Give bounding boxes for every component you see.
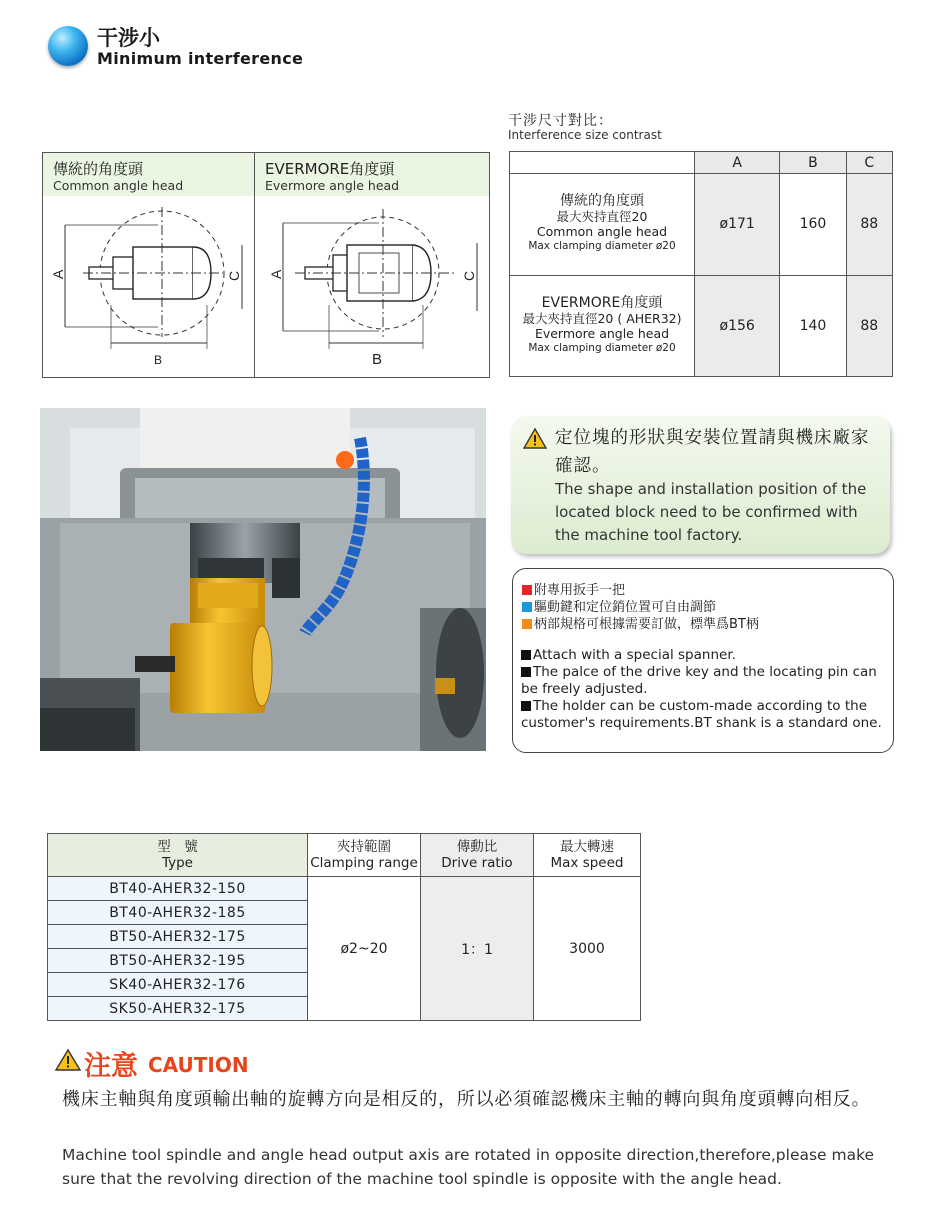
caution-body-en: Machine tool spindle and angle head output axis are rotated in opposite direction,therefore,please make sure that the revolving direction of the machine tool spindle is opposite with the angle head. — [62, 1146, 875, 1188]
warning-icon — [55, 1048, 81, 1071]
col-header-speed: 最大轉速 Max speed — [534, 834, 641, 877]
value-b: 140 — [780, 275, 846, 377]
value-a: ø156 — [695, 275, 780, 377]
common-head-drawing — [43, 197, 254, 377]
type-cell: BT50-AHER32-195 — [48, 949, 308, 973]
feature-item-zh: 柄部規格可根據需要訂做，標準爲BT柄 — [522, 613, 759, 632]
col-header-type: 型 號 Type — [48, 834, 308, 877]
col-header-b: B — [780, 152, 846, 174]
dim-label-a: A — [268, 269, 284, 279]
interference-table — [509, 151, 893, 377]
max-speed-cell: 3000 — [534, 877, 641, 1021]
row-description: EVERMORE角度頭 最大夾持直徑20 ( AHER32) Evermore angle head Max clamping diameter ø20 — [510, 275, 695, 377]
notice-text-en: The shape and installation position of the located block need to be confirmed with the machine tool factory. — [555, 480, 867, 544]
interference-title-en: Interference size contrast — [508, 128, 662, 142]
diagram-title-en: Common angle head — [53, 178, 184, 193]
diagram-title-zh: EVERMORE角度頭 — [265, 160, 395, 178]
feature-item-en: The holder can be custom-made according to the customer's requirements.BT shank is a standard one. — [521, 698, 882, 731]
black-square-icon — [521, 667, 531, 677]
diagram-title-zh: 傳統的角度頭 — [53, 160, 144, 178]
value-b: 160 — [780, 174, 846, 276]
value-c: 88 — [846, 275, 892, 377]
drive-ratio-cell: 1：1 — [421, 877, 534, 1021]
notice-bubble — [511, 416, 890, 554]
col-header-c: C — [846, 152, 892, 174]
section-bullet-icon — [48, 26, 88, 66]
evermore-head-drawing — [255, 197, 489, 377]
orange-square-icon — [522, 619, 532, 629]
col-header-a: A — [695, 152, 780, 174]
dim-label-c: C — [461, 270, 477, 281]
col-header-ratio: 傳動比 Drive ratio — [421, 834, 534, 877]
section-title-zh: 干涉小 — [97, 26, 160, 50]
dim-label-b: B — [154, 353, 163, 367]
dim-label-c: C — [226, 270, 242, 281]
caution-title-zh: 注意 — [84, 1051, 138, 1082]
black-square-icon — [521, 650, 531, 660]
dim-label-b: B — [372, 351, 383, 368]
warning-icon — [523, 427, 547, 449]
machine-photo — [40, 408, 486, 751]
row-description: 傳統的角度頭 最大夾持直徑20 Common angle head Max clamping diameter ø20 — [510, 174, 695, 276]
black-square-icon — [521, 701, 531, 711]
caution-body-zh: 機床主軸與角度頭輸出軸的旋轉方向是相反的，所以必須確認機床主軸的轉向與角度頭轉向相反。 — [62, 1089, 871, 1110]
type-cell: BT40-AHER32-150 — [48, 877, 308, 901]
feature-item-en: Attach with a special spanner. — [521, 647, 889, 664]
value-a: ø171 — [695, 174, 780, 276]
red-square-icon — [522, 585, 532, 595]
type-cell: BT40-AHER32-185 — [48, 901, 308, 925]
type-cell: SK40-AHER32-176 — [48, 973, 308, 997]
table-row — [510, 275, 893, 377]
col-header-clamping: 夾持範圍 Clamping range — [308, 834, 421, 877]
spec-table — [47, 833, 641, 1021]
caution-title-en: CAUTION — [148, 1053, 249, 1077]
feature-item-en: The palce of the drive key and the locating pin can be freely adjusted. — [521, 664, 877, 697]
features-box — [512, 568, 894, 753]
blue-square-icon — [522, 602, 532, 612]
evermore-head-diagram — [255, 153, 489, 377]
notice-text-zh: 定位塊的形狀與安裝位置請與機床廠家確認。 — [555, 428, 870, 476]
features-en — [521, 647, 889, 732]
feature-item-zh: 驅動鍵和定位銷位置可自由調節 — [522, 596, 716, 615]
type-cell: BT50-AHER32-175 — [48, 925, 308, 949]
value-c: 88 — [846, 174, 892, 276]
common-head-diagram — [43, 153, 255, 377]
diagram-panel — [42, 152, 490, 378]
clamping-range-cell: ø2~20 — [308, 877, 421, 1021]
table-row — [510, 174, 893, 276]
section-title-en: Minimum interference — [97, 49, 304, 68]
feature-item-zh: 附專用扳手一把 — [522, 579, 625, 598]
interference-title-zh: 干涉尺寸對比： — [508, 113, 613, 129]
type-cell: SK50-AHER32-175 — [48, 997, 308, 1021]
table-corner-cell — [510, 152, 695, 174]
table-row — [48, 877, 641, 901]
diagram-title-en: Evermore angle head — [265, 178, 400, 193]
dim-label-a: A — [50, 269, 66, 279]
